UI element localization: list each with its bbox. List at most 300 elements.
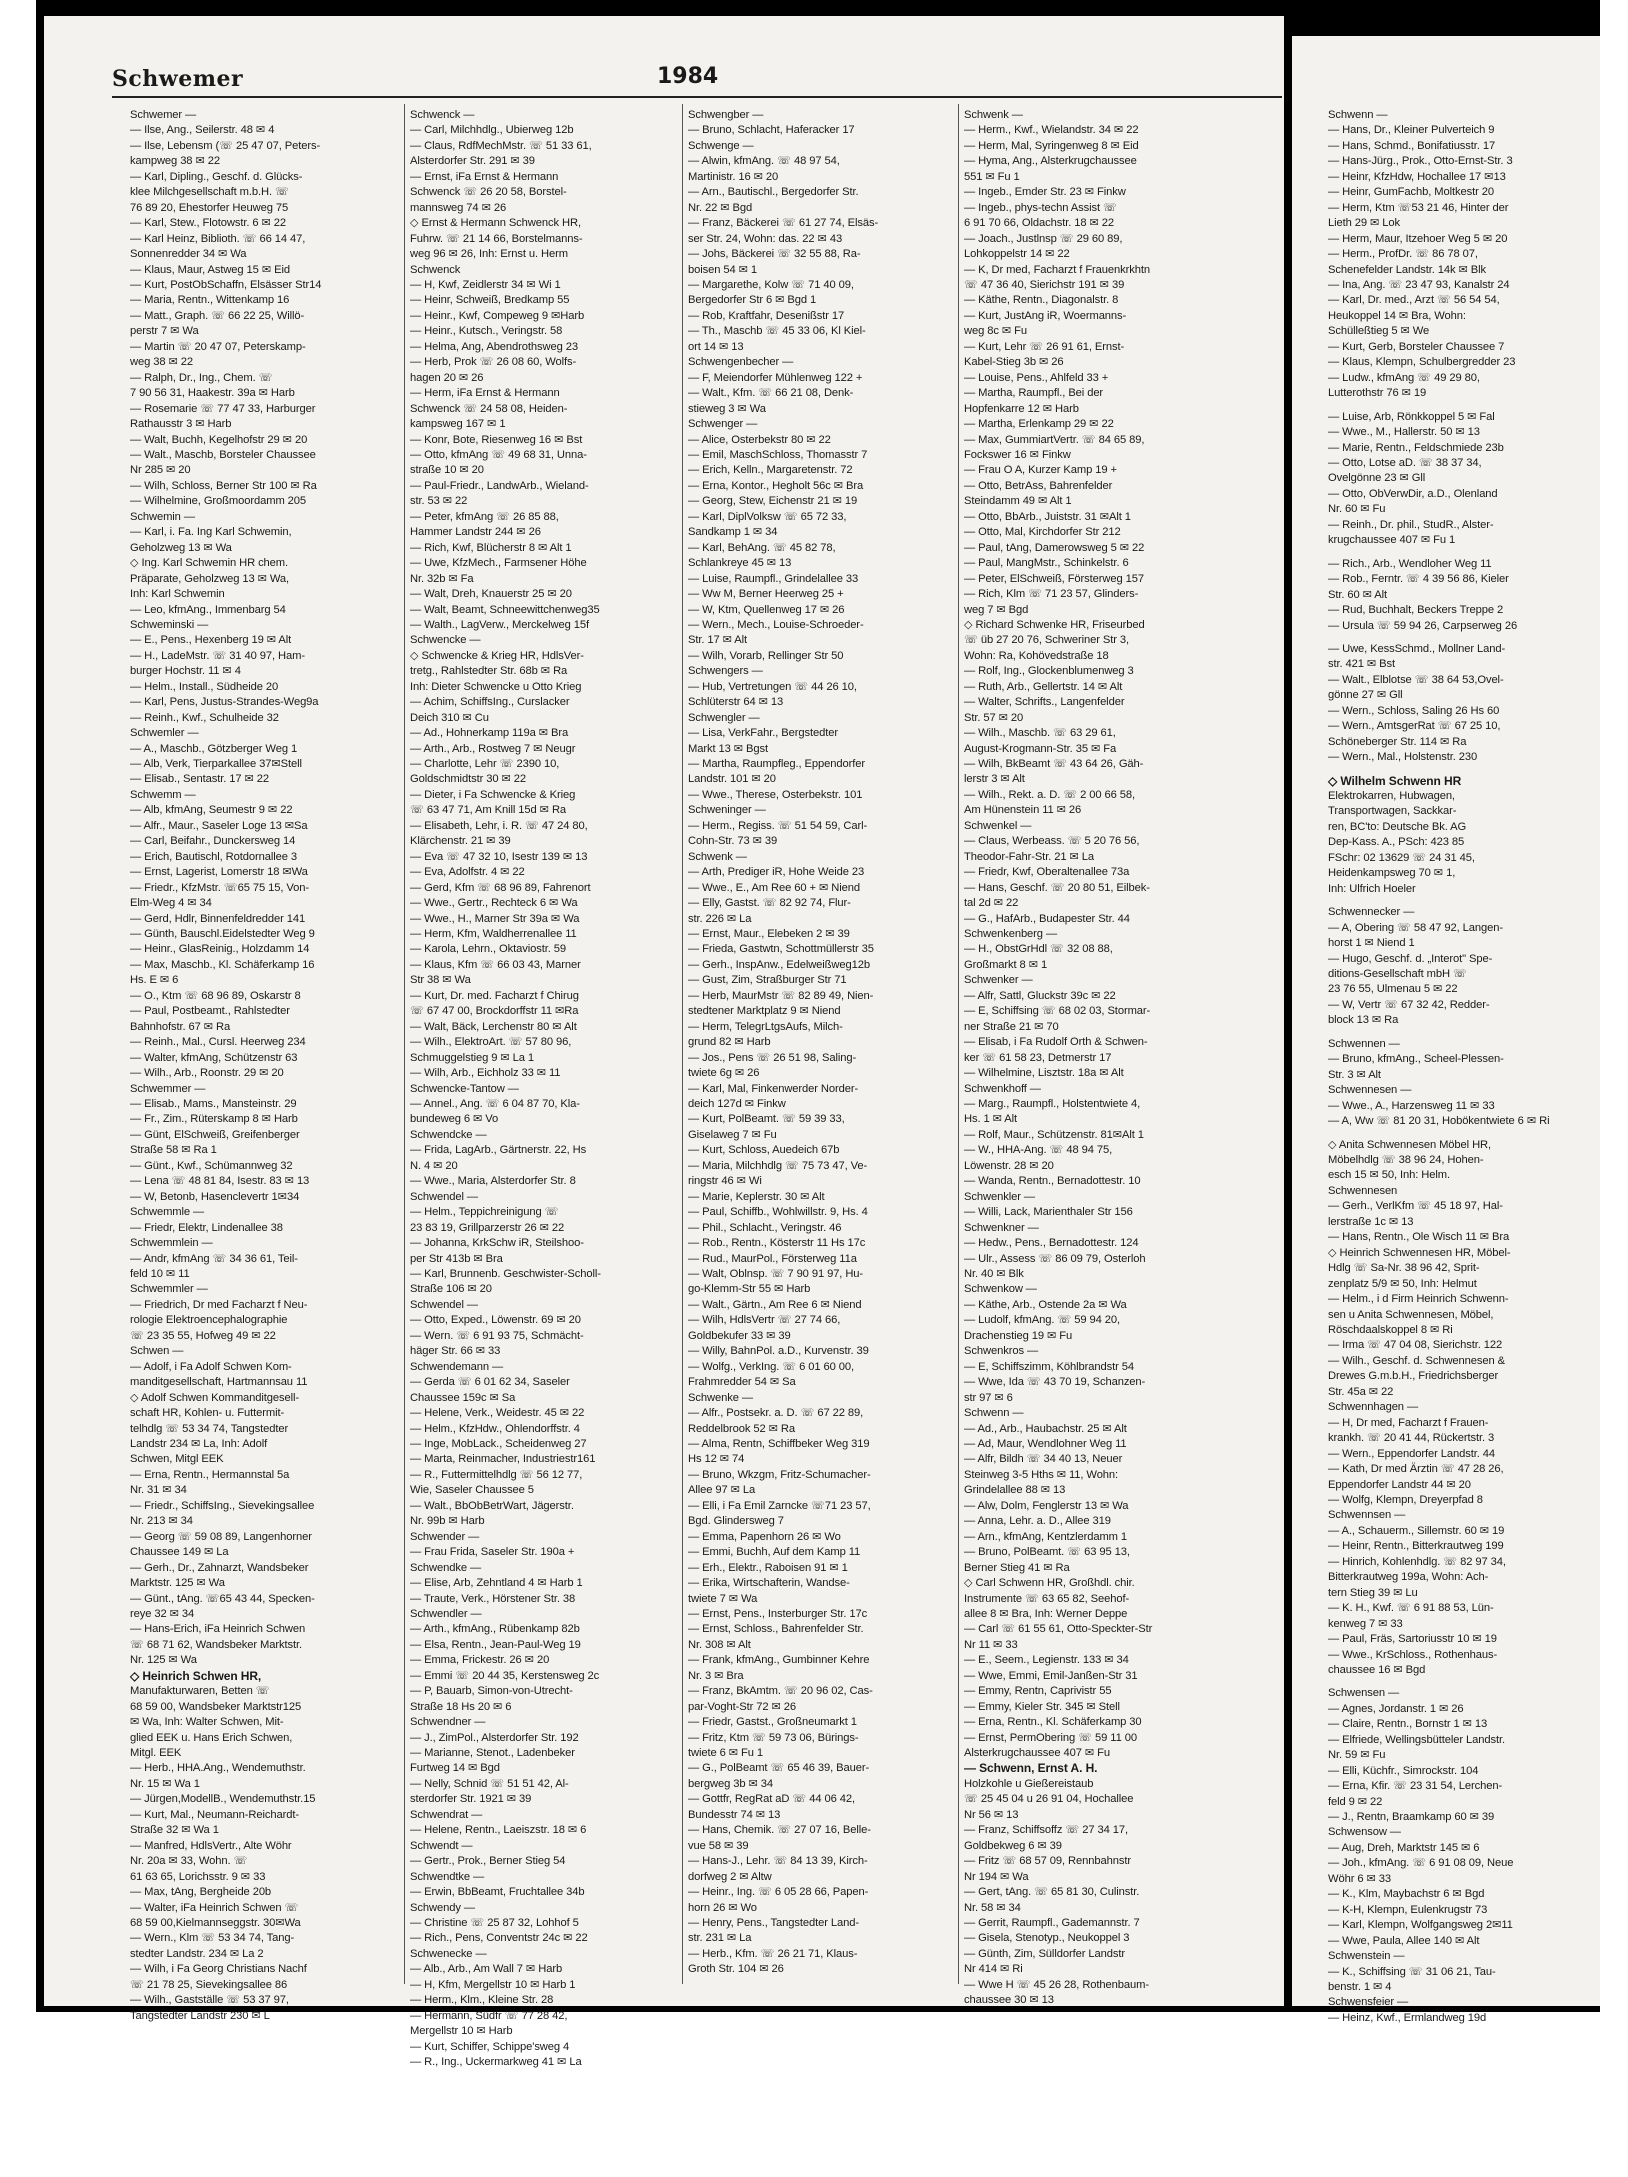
directory-entry: — Karl, BehAng. ☏ 45 82 78, xyxy=(688,541,836,554)
directory-entry: — K. H., Kwf. ☏ 6 91 88 53, Lün- xyxy=(1328,1602,1494,1615)
directory-entry: 23 83 19, Grillparzerstr 26 ✉ 22 xyxy=(410,1221,565,1234)
directory-entry: 68 59 00,Kielmannseggstr. 30✉Wa xyxy=(130,1917,301,1930)
page-header xyxy=(112,62,1280,98)
surname-heading: Schwennen — xyxy=(1328,1037,1400,1050)
surname-heading: Schwenger — xyxy=(688,418,758,431)
directory-entry: Nr. 58 ✉ 34 xyxy=(964,1901,1021,1914)
directory-entry: — Alb, Verk, Tierparkallee 37✉Stell xyxy=(130,758,302,771)
directory-entry: — Herm, Kfm, Waldherrenallee 11 xyxy=(410,928,577,941)
directory-entry: Groth Str. 104 ✉ 26 xyxy=(688,1963,784,1976)
directory-entry: — A, Obering ☏ 58 47 92, Langen- xyxy=(1328,921,1503,934)
directory-entry: — Helene, Rentn., Laeiszstr. 18 ✉ 6 xyxy=(410,1824,587,1837)
directory-entry: — Gerh., InspAnw., Edelweißweg12b xyxy=(688,958,871,971)
directory-entry: — Alma, Rentn, Schiffbeker Weg 319 xyxy=(688,1437,870,1450)
surname-heading: Schwengler — xyxy=(688,711,760,724)
entry-spacer xyxy=(1328,766,1628,774)
directory-entry: — Otto, BetrAss, Bahrenfelder xyxy=(964,479,1113,492)
entry-spacer xyxy=(1328,1678,1628,1686)
directory-entry: — Elisab., Mams., Mansteinstr. 29 xyxy=(130,1098,297,1110)
directory-entry: — Ad, Maur, Wendlohner Weg 11 xyxy=(964,1437,1127,1450)
directory-entry: ☏ 21 78 25, Sievekingsallee 86 xyxy=(130,1978,288,1991)
directory-entry: — Henry, Pens., Tangstedter Land- xyxy=(688,1917,860,1930)
directory-entry: — Ingeb., Emder Str. 23 ✉ Finkw xyxy=(964,186,1126,199)
directory-entry: — Fritz, Ktm ☏ 59 73 06, Bürings- xyxy=(688,1731,859,1744)
directory-entry: Steindamm 49 ✉ Alt 1 xyxy=(964,495,1072,508)
directory-entry: — Kurt, PolBeamt. ☏ 59 39 33, xyxy=(688,1113,845,1126)
directory-entry: 551 ✉ Fu 1 xyxy=(964,170,1020,183)
directory-entry: — Elisab, i Fa Rudolf Orth & Schwen- xyxy=(964,1036,1148,1049)
directory-entry: — K., Klm, Maybachstr 6 ✉ Bgd xyxy=(1328,1888,1485,1901)
directory-entry: — Friedr., SchiffsIng., Sievekingsallee xyxy=(130,1499,315,1512)
directory-entry: — Martha, Raumpfleg., Eppendorfer xyxy=(688,758,866,771)
directory-entry: — K, Dr med, Facharzt f Frauenkrkhtn xyxy=(964,263,1151,276)
adjacent-page xyxy=(1292,36,1600,2024)
directory-entry: Drewes G.m.b.H., Friedrichsberger xyxy=(1328,1370,1499,1383)
directory-entry: — Gerrit, Raumpfl., Gademannstr. 7 xyxy=(964,1917,1140,1930)
directory-entry: — Wern., Klm ☏ 53 34 74, Tang- xyxy=(130,1932,295,1945)
directory-entry: Hammer Landstr 244 ✉ 26 xyxy=(410,526,541,539)
directory-entry: Schülleßtieg 5 ✉ We xyxy=(1328,325,1430,338)
directory-entry: chaussee 30 ✉ 13 xyxy=(964,1994,1054,2007)
directory-entry: feld 10 ✉ 11 xyxy=(130,1267,190,1280)
directory-entry: Lohkoppelstr 14 ✉ 22 xyxy=(964,248,1070,261)
directory-entry: — Gerd, Kfm ☏ 68 96 89, Fahrenort xyxy=(410,881,591,894)
directory-entry: ◇ Schwencke & Krieg HR, HdlsVer- xyxy=(410,649,584,662)
directory-entry: — Arth., Arb., Rostweg 7 ✉ Neugr xyxy=(410,742,576,755)
directory-entry: — Marie, Rentn., Feldschmiede 23b xyxy=(1328,441,1504,454)
directory-entry: sen u Anita Schwennesen, Möbel, xyxy=(1328,1308,1494,1321)
directory-entry: — Rud., MaurPol., Försterweg 11a xyxy=(688,1252,857,1265)
directory-entry: — Paul-Friedr., LandwArb., Wieland- xyxy=(410,479,589,492)
directory-entry: — Wilh., Maschb. ☏ 63 29 61, xyxy=(964,727,1116,740)
directory-entry: — Herm., Klm., Kleine Str. 28 xyxy=(410,1994,554,2007)
surname-heading: Schwennsen — xyxy=(1328,1509,1406,1522)
directory-entry: — Kurt, Gerb, Borsteler Chaussee 7 xyxy=(1328,340,1505,353)
directory-entry: — Gert, tAng. ☏ 65 81 30, Culinstr. xyxy=(964,1886,1140,1899)
directory-entry: — Ad., Hohnerkamp 119a ✉ Bra xyxy=(410,727,569,740)
directory-entry: — Wolfg, Klempn, Dreyerpfad 8 xyxy=(1328,1493,1483,1506)
surname-heading: Schwendel — xyxy=(410,1298,478,1311)
directory-entry: Präparate, Geholzweg 13 ✉ Wa, xyxy=(130,572,290,585)
directory-entry: — Karl, Mal, Finkenwerder Norder- xyxy=(688,1082,859,1095)
directory-entry: — Manfred, HdlsVertr., Alte Wöhr xyxy=(130,1839,292,1852)
directory-column-2 xyxy=(410,108,688,2069)
surname-heading: Schwennecker — xyxy=(1328,906,1415,919)
directory-entry: — Klaus, Klempn, Schulbergredder 23 xyxy=(1328,356,1516,369)
directory-entry: — W, Ktm, Quellenweg 17 ✉ 26 xyxy=(688,603,845,616)
directory-entry: Schwenck ☏ 24 58 08, Heiden- xyxy=(410,402,568,415)
directory-entry: — Hub, Vertretungen ☏ 44 26 10, xyxy=(688,680,857,693)
directory-entry: Straße 18 Hs 20 ✉ 6 xyxy=(410,1700,512,1713)
directory-entry: krugchaussee 407 ✉ Fu 1 xyxy=(1328,534,1456,547)
surname-heading: Schwenkow — xyxy=(964,1283,1037,1296)
directory-entry: Nr. 22 ✉ Bgd xyxy=(688,201,753,214)
directory-entry: Straße 32 ✉ Wa 1 xyxy=(130,1824,219,1837)
directory-entry: — P, Bauarb, Simon-von-Utrecht- xyxy=(410,1685,573,1698)
directory-entry: — Alw, Dolm, Fenglerstr 13 ✉ Wa xyxy=(964,1499,1129,1512)
directory-entry: — Herm, TelegrLtgsAufs, Milch- xyxy=(688,1020,843,1033)
directory-entry: str. 421 ✉ Bst xyxy=(1328,658,1396,671)
directory-entry: — Karola, Lehrn., Oktaviostr. 59 xyxy=(410,943,566,956)
directory-entry: allee 8 ✉ Bra, Inh: Werner Deppe xyxy=(964,1607,1128,1620)
directory-entry: — Willy, BahnPol. a.D., Kurvenstr. 39 xyxy=(688,1345,869,1358)
directory-entry: — Gottfr, RegRat aD ☏ 44 06 42, xyxy=(688,1793,855,1806)
directory-entry: — Günt., Kwf., Schümannweg 32 xyxy=(130,1159,293,1172)
directory-entry: — W, Vertr ☏ 67 32 42, Redder- xyxy=(1328,998,1490,1011)
directory-entry: 23 76 55, Ulmenau 5 ✉ 22 xyxy=(1328,983,1458,996)
directory-entry: — Hans, Chemik. ☏ 27 07 16, Belle- xyxy=(688,1824,871,1837)
directory-entry: — Matt., Graph. ☏ 66 22 25, Willö- xyxy=(130,309,305,322)
directory-entry: — Ralph, Dr., Ing., Chem. ☏ xyxy=(130,371,273,384)
directory-entry: str. 231 ✉ La xyxy=(688,1932,752,1945)
directory-entry: Dep-Kass. A., PSch: 423 85 xyxy=(1328,836,1465,849)
directory-entry: horn 26 ✉ Wo xyxy=(688,1901,757,1914)
directory-entry: — Wilh, Schloss, Berner Str 100 ✉ Ra xyxy=(130,479,317,492)
directory-entry: — Leo, kfmAng., Immenbarg 54 xyxy=(130,603,286,616)
directory-entry: — Wern., Eppendorfer Landstr. 44 xyxy=(1328,1447,1495,1460)
surname-heading: Schwenstein — xyxy=(1328,1950,1405,1963)
directory-entry: — K., Schiffsing ☏ 31 06 21, Tau- xyxy=(1328,1965,1496,1978)
directory-entry: — Elise, Arb, Zehntland 4 ✉ Harb 1 xyxy=(410,1577,583,1590)
directory-entry: — Günth, Bauschl.Eidelstedter Weg 9 xyxy=(130,928,315,941)
directory-entry: — Frida, LagArb., Gärtnerstr. 22, Hs xyxy=(410,1144,587,1157)
directory-entry: — Wwe., Therese, Osterbekstr. 101 xyxy=(688,788,863,801)
directory-entry: feld 9 ✉ 22 xyxy=(1328,1795,1383,1808)
directory-entry: perstr 7 ✉ Wa xyxy=(130,325,199,338)
directory-entry: — Gerh., VerlKfm ☏ 45 18 97, Hal- xyxy=(1328,1200,1503,1213)
directory-entry: — G., HafArb., Budapester Str. 44 xyxy=(964,912,1130,925)
directory-entry: — Walt., Kfm. ☏ 66 21 08, Denk- xyxy=(688,387,854,400)
directory-entry: — Wilh., Rekt. a. D. ☏ 2 00 66 58, xyxy=(964,788,1136,801)
directory-entry: Elm-Weg 4 ✉ 34 xyxy=(130,897,212,910)
directory-entry: — Wilh, i Fa Georg Christians Nachf xyxy=(130,1963,307,1976)
directory-entry: Nr. 99b ✉ Harb xyxy=(410,1515,485,1528)
directory-entry: twiete 6g ✉ 26 xyxy=(688,1067,760,1080)
directory-entry: — Hyma, Ang., Alsterkrugchaussee xyxy=(964,155,1137,168)
directory-entry: Rathausstr 3 ✉ Harb xyxy=(130,418,232,431)
directory-entry: Schmuggelstieg 9 ✉ La 1 xyxy=(410,1051,534,1064)
surname-heading: Schwenn — xyxy=(964,1407,1024,1420)
surname-heading: Schwemer — xyxy=(130,109,197,121)
directory-entry: — Hermann, Südfr ☏ 77 28 42, xyxy=(410,2009,568,2022)
directory-entry: zenplatz 5/9 ✉ 50, Inh: Helmut xyxy=(1328,1277,1477,1290)
directory-entry: — Emma, Frickestr. 26 ✉ 20 xyxy=(410,1654,550,1667)
directory-entry: — Wern., Schloss, Saling 26 Hs 60 xyxy=(1328,704,1500,717)
directory-entry: — Ernst, Pens., Insterburger Str. 17c xyxy=(688,1607,868,1620)
directory-entry: — Kurt, Lehr ☏ 26 91 61, Ernst- xyxy=(964,340,1125,353)
directory-entry: glied EEK u. Hans Erich Schwen, xyxy=(130,1731,293,1744)
directory-entry: — Alfr, Bildh ☏ 34 40 13, Neuer xyxy=(964,1453,1123,1466)
directory-entry: Sonnenredder 34 ✉ Wa xyxy=(130,248,247,261)
directory-entry: — Käthe, Arb., Ostende 2a ✉ Wa xyxy=(964,1298,1127,1311)
directory-entry: — Otto, Mal, Kirchdorfer Str 212 xyxy=(964,526,1121,539)
directory-entry: — Franz, Bäckerei ☏ 61 27 74, Elsäs- xyxy=(688,217,879,230)
directory-entry: Inh: Dieter Schwencke u Otto Krieg xyxy=(410,680,582,693)
directory-entry: — Friedr., KfzMstr. ☏65 75 15, Von- xyxy=(130,881,309,894)
directory-entry: Inh: Karl Schwemin xyxy=(130,588,225,601)
directory-entry: Hs 12 ✉ 74 xyxy=(688,1453,745,1466)
directory-entry: — Ernst, PermObering ☏ 59 11 00 xyxy=(964,1731,1137,1744)
directory-entry: — Wilh., Arb., Roonstr. 29 ✉ 20 xyxy=(130,1067,284,1080)
directory-entry: Str. 45a ✉ 22 xyxy=(1328,1385,1394,1398)
surname-heading: Schwendel — xyxy=(410,1190,478,1203)
directory-entry: Bergedorfer Str 6 ✉ Bgd 1 xyxy=(688,294,817,307)
directory-entry: Kabel-Stieg 3b ✉ 26 xyxy=(964,356,1064,369)
directory-entry: — Alfr, Sattl, Gluckstr 39c ✉ 22 xyxy=(964,989,1116,1002)
directory-entry: ☏ üb 27 20 76, Schweriner Str 3, xyxy=(964,634,1130,647)
directory-entry: — Walter, Schrifts., Langenfelder xyxy=(964,696,1125,709)
directory-entry: — Marianne, Stenot., Ladenbeker xyxy=(410,1747,575,1760)
directory-entry: Straße 106 ✉ 20 xyxy=(410,1283,492,1296)
directory-entry: — Alice, Osterbekstr 80 ✉ 22 xyxy=(688,433,831,446)
directory-entry: — Kurt, PostObSchaffn, Elsässer Str14 xyxy=(130,278,322,291)
surname-heading: Schwenk — xyxy=(964,109,1023,121)
directory-entry: rologie Elektroencephalographie xyxy=(130,1314,288,1327)
directory-entry: — Wilh., Geschf. d. Schwennesen & xyxy=(1328,1354,1506,1367)
directory-entry: — Heinr, Rentn., Bitterkrautweg 199 xyxy=(1328,1540,1504,1553)
directory-entry: — Ernst, Maur., Elebeken 2 ✉ 39 xyxy=(688,928,850,941)
directory-entry: Löwenstr. 28 ✉ 20 xyxy=(964,1159,1054,1172)
directory-entry: ☏ 68 71 62, Wandsbeker Marktstr. xyxy=(130,1638,303,1651)
entry-spacer xyxy=(1328,1130,1628,1138)
directory-entry: — Gerda ☏ 6 01 62 34, Saseler xyxy=(410,1376,570,1389)
surname-heading: Schwenn — xyxy=(1328,109,1388,121)
directory-entry: per Str 413b ✉ Bra xyxy=(410,1252,503,1265)
directory-entry: — E, Schiffsing ☏ 68 02 03, Stormar- xyxy=(964,1005,1151,1018)
directory-entry: — Wwe., E., Am Ree 60 + ✉ Niend xyxy=(688,881,860,894)
directory-entry: Schwenck ☏ 26 20 58, Borstel- xyxy=(410,186,567,199)
directory-entry: — Friedr, Elektr, Lindenallee 38 xyxy=(130,1221,283,1234)
directory-entry: — Walt, Bäck, Lerchenstr 80 ✉ Alt xyxy=(410,1020,577,1033)
directory-entry: — Reinh., Kwf., Schulheide 32 xyxy=(130,711,279,724)
directory-entry: vue 58 ✉ 39 xyxy=(688,1839,749,1852)
surname-heading: Schwemin — xyxy=(130,510,195,523)
directory-entry: — Kurt, Schloss, Auedeich 67b xyxy=(688,1144,840,1157)
directory-entry: ringstr 46 ✉ Wi xyxy=(688,1175,762,1188)
directory-column-3 xyxy=(688,108,966,1988)
directory-entry: — Alb, kfmAng, Seumestr 9 ✉ 22 xyxy=(130,804,293,817)
directory-entry: — Erich, Bautischl, Rotdornallee 3 xyxy=(130,850,297,863)
surname-heading: Schwenkenberg — xyxy=(964,928,1058,941)
directory-entry: — Wwe., M., Hallerstr. 50 ✉ 13 xyxy=(1328,426,1480,439)
directory-entry: — Walt, Dreh, Knauerstr 25 ✉ 20 xyxy=(410,588,572,601)
directory-entry: — Helene, Verk., Weidestr. 45 ✉ 22 xyxy=(410,1407,585,1420)
directory-entry: — Adolf, i Fa Adolf Schwen Kom- xyxy=(130,1360,292,1373)
directory-entry: — Annel., Ang. ☏ 6 04 87 70, Kla- xyxy=(410,1098,580,1110)
directory-entry: weg 38 ✉ 22 xyxy=(130,356,194,369)
directory-entry: Reddelbrook 52 ✉ Ra xyxy=(688,1422,795,1435)
directory-entry: — Günth, Zim, Sülldorfer Landstr xyxy=(964,1947,1125,1960)
directory-entry: kampweg 38 ✉ 22 xyxy=(130,155,220,168)
directory-entry: — Paul, MangMstr., Schinkelstr. 6 xyxy=(964,557,1129,570)
directory-entry: — Heinr., GlasReinig., Holzdamm 14 xyxy=(130,943,310,956)
directory-entry: — Hans, Rentn., Ole Wisch 11 ✉ Bra xyxy=(1328,1231,1510,1244)
directory-entry: — H, Kwf, Zeidlerstr 34 ✉ Wi 1 xyxy=(410,278,561,291)
directory-entry: benstr. 1 ✉ 4 xyxy=(1328,1981,1392,1994)
directory-entry: — Arth, Prediger iR, Hohe Weide 23 xyxy=(688,866,865,879)
directory-entry: Mergellstr 10 ✉ Harb xyxy=(410,2025,513,2038)
directory-entry: hagen 20 ✉ 26 xyxy=(410,371,484,384)
directory-entry: block 13 ✉ Ra xyxy=(1328,1014,1399,1027)
directory-entry: — Helm., KfzHdw., Ohlendorffstr. 4 xyxy=(410,1422,580,1435)
directory-entry: — F, Meiendorfer Mühlenweg 122 + xyxy=(688,371,863,384)
right-page-column xyxy=(1328,108,1628,2024)
directory-entry: — Günt, ElSchweiß, Greifenberger xyxy=(130,1128,300,1141)
directory-entry: Transportwagen, Sackkar- xyxy=(1328,805,1457,818)
directory-entry: Nr 285 ✉ 20 xyxy=(130,464,191,477)
directory-entry: Nr. 3 ✉ Bra xyxy=(688,1669,744,1682)
directory-entry: — Aug, Dreh, Marktstr 145 ✉ 6 xyxy=(1328,1841,1480,1854)
surname-heading: Schwenck — xyxy=(410,109,475,121)
directory-entry: Goldbekufer 33 ✉ 39 xyxy=(688,1329,791,1342)
directory-entry: — O., Ktm ☏ 68 96 89, Oskarstr 8 xyxy=(130,989,301,1002)
directory-entry: Heukoppel 14 ✉ Bra, Wohn: xyxy=(1328,309,1466,322)
directory-entry: — Wolfg., VerkIng. ☏ 6 01 60 00, xyxy=(688,1360,855,1373)
directory-entry: — Wwe, Ida ☏ 43 70 19, Schanzen- xyxy=(964,1376,1146,1389)
directory-entry: — Emmy, Rentn, Caprivistr 55 xyxy=(964,1685,1112,1698)
directory-entry: — Kurt, Dr. med. Facharzt f Chirug xyxy=(410,989,579,1002)
surname-heading: Schwencke — xyxy=(410,634,481,647)
directory-entry: — Elisabeth, Lehr, i. R. ☏ 47 24 80, xyxy=(410,819,588,832)
directory-entry: ◇ Ing. Karl Schwemin HR chem. xyxy=(130,557,289,570)
directory-entry: sterdorfer Str. 1921 ✉ 39 xyxy=(410,1793,532,1806)
directory-entry: Goldbekweg 6 ✉ 39 xyxy=(964,1839,1062,1852)
directory-entry: Wie, Saseler Chaussee 5 xyxy=(410,1484,534,1497)
directory-entry: — Agnes, Jordanstr. 1 ✉ 26 xyxy=(1328,1702,1464,1715)
directory-entry: ditions-Gesellschaft mbH ☏ xyxy=(1328,968,1467,981)
directory-entry: — Friedr, Gastst., Großneumarkt 1 xyxy=(688,1716,857,1729)
directory-entry: Deich 310 ✉ Cu xyxy=(410,711,489,724)
directory-entry: — Paul, Postbeamt., Rahlstedter xyxy=(130,1005,290,1018)
directory-entry: — Wwe., Gertr., Rechteck 6 ✉ Wa xyxy=(410,897,578,910)
directory-entry: — Otto, Exped., Löwenstr. 69 ✉ 20 xyxy=(410,1314,581,1327)
surname-heading: Schwengenbecher — xyxy=(688,356,794,369)
surname-heading: Schweminski — xyxy=(130,618,209,631)
directory-entry: Bahnhofstr. 67 ✉ Ra xyxy=(130,1020,231,1033)
directory-entry: Nr. 59 ✉ Fu xyxy=(1328,1749,1386,1762)
surname-heading: Schwendke — xyxy=(410,1561,482,1574)
directory-entry: klee Milchgesellschaft m.b.H. ☏ xyxy=(130,186,289,199)
directory-entry: — Paul, tAng, Damerowsweg 5 ✉ 22 xyxy=(964,541,1145,554)
directory-entry: — Inge, MobLack., Scheidenweg 27 xyxy=(410,1437,587,1450)
directory-entry: — Ulr., Assess ☏ 86 09 79, Osterloh xyxy=(964,1252,1146,1265)
directory-entry: — Paul, Fräs, Sartoriusstr 10 ✉ 19 xyxy=(1328,1633,1497,1646)
directory-entry: — Rosemarie ☏ 77 47 33, Harburger xyxy=(130,402,316,415)
page-number: 1984 xyxy=(657,64,719,89)
directory-entry: — Marg., Raumpfl., Holstentwiete 4, xyxy=(964,1098,1141,1110)
directory-entry: — Herb, MaurMstr ☏ 82 89 49, Nien- xyxy=(688,989,874,1002)
entry-spacer xyxy=(1328,549,1628,557)
directory-entry: krankh. ☏ 20 41 44, Rückertstr. 3 xyxy=(1328,1432,1495,1445)
directory-entry: — Karl, Brunnenb. Geschwister-Scholl- xyxy=(410,1267,601,1280)
directory-entry: — Karl, Klempn, Wolfgangsweg 2✉11 xyxy=(1328,1919,1513,1932)
directory-entry: — J., Rentn, Braamkamp 60 ✉ 39 xyxy=(1328,1811,1495,1824)
directory-entry: Mitgl. EEK xyxy=(130,1747,182,1760)
directory-entry: — Erwin, BbBeamt, Fruchtallee 34b xyxy=(410,1886,585,1899)
directory-entry: — Ludw., kfmAng ☏ 49 29 80, xyxy=(1328,371,1480,384)
directory-entry: — Carl, Milchhdlg., Ubierweg 12b xyxy=(410,124,574,137)
directory-entry: — Erna, Kontor., Hegholt 56c ✉ Bra xyxy=(688,479,864,492)
directory-entry: — Kurt, Mal., Neumann-Reichardt- xyxy=(130,1808,300,1821)
directory-entry: tal 2d ✉ 22 xyxy=(964,897,1019,910)
directory-entry: — Marie, Keplerstr. 30 ✉ Alt xyxy=(688,1190,825,1203)
directory-entry: — Elly, Gastst. ☏ 82 92 74, Flur- xyxy=(688,897,851,910)
directory-entry: — Bruno, kfmAng., Scheel-Plessen- xyxy=(1328,1053,1504,1066)
directory-entry: — Erna, Rentn., Kl. Schäferkamp 30 xyxy=(964,1716,1142,1729)
directory-entry: Instrumente ☏ 63 65 82, Seehof- xyxy=(964,1592,1130,1605)
surname-heading: Schweninger — xyxy=(688,804,766,817)
directory-entry: — Elli, i Fa Emil Zarncke ☏71 23 57, xyxy=(688,1499,871,1512)
directory-entry: — Wwe H ☏ 45 26 28, Rothenbaum- xyxy=(964,1978,1150,1991)
directory-entry: Wohn: Ra, Kohövedstraße 18 xyxy=(964,649,1109,662)
directory-entry: — Kath, Dr med Ärztin ☏ 47 28 26, xyxy=(1328,1463,1504,1476)
directory-entry: — Alwin, kfmAng. ☏ 48 97 54, xyxy=(688,155,840,168)
surname-heading: Schwenecke — xyxy=(410,1947,487,1960)
directory-entry: — Dieter, i Fa Schwencke & Krieg xyxy=(410,788,576,801)
directory-entry: weg 8c ✉ Fu xyxy=(964,325,1027,338)
directory-entry: Heidenkampsweg 70 ✉ 1, xyxy=(1328,867,1456,880)
directory-entry: ren, BC'to: Deutsche Bk. AG xyxy=(1328,820,1467,833)
directory-entry: — Fr., Zim., Rüterskamp 8 ✉ Harb xyxy=(130,1113,298,1126)
directory-entry: August-Krogmann-Str. 35 ✉ Fa xyxy=(964,742,1117,755)
directory-entry: Schlüterstr 64 ✉ 13 xyxy=(688,696,784,709)
directory-entry: — Rich., Pens, Conventstr 24c ✉ 22 xyxy=(410,1932,588,1945)
directory-entry: kampsweg 167 ✉ 1 xyxy=(410,418,506,431)
directory-entry: twiete 6 ✉ Fu 1 xyxy=(688,1747,764,1760)
directory-entry: Str. 57 ✉ 20 xyxy=(964,711,1024,724)
directory-entry: Nr. 125 ✉ Wa xyxy=(130,1654,197,1667)
directory-entry: — Rolf, Maur., Schützenstr. 81✉Alt 1 xyxy=(964,1128,1144,1141)
directory-entry: ◇ Richard Schwenke HR, Friseurbed xyxy=(964,618,1145,631)
surname-heading: Schwendtke — xyxy=(410,1870,485,1883)
directory-entry: chaussee 16 ✉ Bgd xyxy=(1328,1663,1426,1676)
directory-entry: — Wilh, HdlsVertr ☏ 27 74 66, xyxy=(688,1314,841,1327)
directory-entry: — Alb., Arb., Am Wall 7 ✉ Harb xyxy=(410,1963,563,1976)
directory-entry: ☏ 63 47 71, Am Knill 15d ✉ Ra xyxy=(410,804,567,817)
directory-entry: Am Hünenstein 11 ✉ 26 xyxy=(964,804,1082,817)
directory-entry: tretg., Rahlstedter Str. 68b ✉ Ra xyxy=(410,665,568,678)
directory-entry: — Otto, kfmAng ☏ 49 68 31, Unna- xyxy=(410,448,587,461)
surname-heading: Schwenge — xyxy=(688,139,754,152)
directory-entry: — Frieda, Gastwtn, Schottmüllerstr 35 xyxy=(688,943,874,956)
directory-entry: — Elisab., Sentastr. 17 ✉ 22 xyxy=(130,773,270,786)
directory-entry: — Ludolf, kfmAng. ☏ 59 94 20, xyxy=(964,1314,1120,1327)
directory-entry: Möbelhdlg ☏ 38 96 24, Hohen- xyxy=(1328,1154,1484,1166)
directory-entry: Nr 194 ✉ Wa xyxy=(964,1870,1029,1883)
directory-entry: — Joh., kfmAng. ☏ 6 91 08 09, Neue xyxy=(1328,1857,1514,1870)
directory-entry: — Arn., Bautischl., Bergedorfer Str. xyxy=(688,186,859,199)
directory-entry: tern Stieg 39 ✉ Lu xyxy=(1328,1586,1418,1599)
directory-entry: — Frau O A, Kurzer Kamp 19 + xyxy=(964,464,1117,477)
directory-entry: Wöhr 6 ✉ 33 xyxy=(1328,1872,1391,1885)
directory-entry: Geholzweg 13 ✉ Wa xyxy=(130,541,232,554)
directory-entry: Schlankreye 45 ✉ 13 xyxy=(688,557,792,570)
directory-entry: — Emil, MaschSchloss, Thomasstr 7 xyxy=(688,448,868,461)
directory-entry: — Walter, iFa Heinrich Schwen ☏ xyxy=(130,1901,299,1914)
directory-entry: — Erh., Elektr., Raboisen 91 ✉ 1 xyxy=(688,1561,848,1574)
directory-entry: ◇ Ernst & Hermann Schwenck HR, xyxy=(410,217,581,230)
directory-entry: ☏ 67 47 00, Brockdorffstr 11 ✉Ra xyxy=(410,1005,579,1018)
directory-entry: — Paul, Schiffb., Wohlwillstr. 9, Hs. 4 xyxy=(688,1206,868,1219)
directory-entry: Inh: Ulfrich Hoeler xyxy=(1328,882,1416,895)
surname-heading: Schwemm — xyxy=(130,788,196,801)
directory-entry: — Alfr., Postsekr. a. D. ☏ 67 22 89, xyxy=(688,1407,864,1420)
directory-entry: grund 82 ✉ Harb xyxy=(688,1036,771,1049)
directory-entry: — Achim, SchiffsIng., Curslacker xyxy=(410,696,570,709)
directory-entry: — Frank, kfmAng., Gumbinner Kehre xyxy=(688,1654,870,1667)
directory-entry: Schwenck xyxy=(410,263,461,276)
directory-entry: Ovelgönne 23 ✉ Gll xyxy=(1328,472,1426,485)
